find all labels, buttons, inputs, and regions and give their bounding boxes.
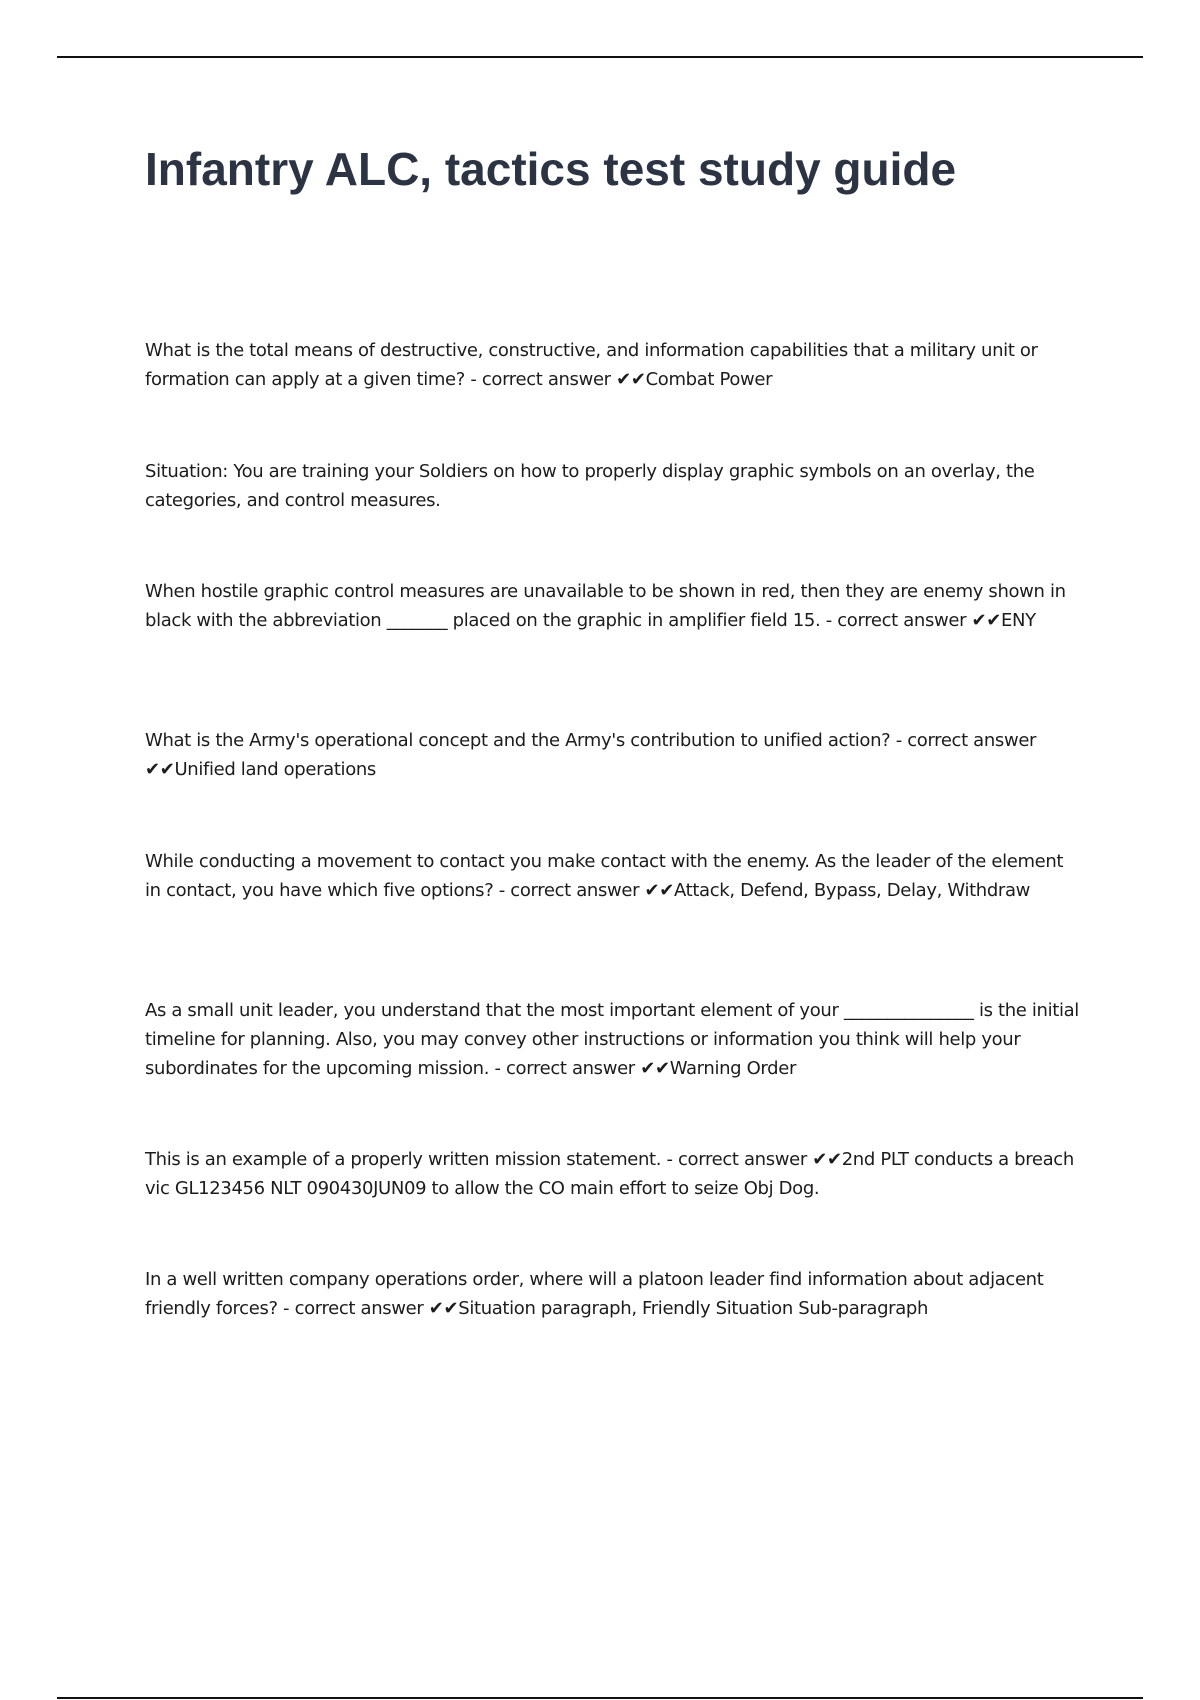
qa-item-unified-land-operations: What is the Army's operational concept and the Army's contribution to unified action? - correct answer ✔✔Unified land operations xyxy=(145,730,1037,780)
qa-item-mission-statement: This is an example of a properly written mission statement. - correct answer ✔✔2nd PLT conducts a breach vic GL123456 NLT 090430JUN09 to allow the CO main effort to seize Obj Dog. xyxy=(145,1149,1074,1199)
qa-item-situation: Situation: You are training your Soldiers on how to properly display graphic symbols on an overlay, the categories, and control measures. xyxy=(145,461,1035,511)
qa-item-eny: When hostile graphic control measures are unavailable to be shown in red, then they are enemy shown in black with the abbreviation _______ placed on the graphic in amplifier field 15. - correct answer ✔✔ENY xyxy=(145,581,1066,631)
document-title: Infantry ALC, tactics test study guide xyxy=(145,143,957,195)
qa-item-five-options: While conducting a movement to contact you make contact with the enemy. As the leader of the element in contact, you have which five options? - correct answer ✔✔Attack, Defend, Bypass, Delay, Withdraw xyxy=(145,851,1064,901)
top-rule xyxy=(57,56,1143,58)
qa-item-warning-order: As a small unit leader, you understand that the most important element of your _______________ is the initial timeline for planning. Also, you may convey other instructions or information you think will help your subordinates for the upcoming mission. - correct answer ✔✔Warning Order xyxy=(145,1000,1079,1079)
bottom-rule xyxy=(57,1697,1143,1699)
qa-item-combat-power: What is the total means of destructive, constructive, and information capabilities that a military unit or formation can apply at a given time? - correct answer ✔✔Combat Power xyxy=(145,340,1038,390)
qa-item-friendly-forces: In a well written company operations order, where will a platoon leader find information about adjacent friendly forces? - correct answer ✔✔Situation paragraph, Friendly Situation Sub-paragraph xyxy=(145,1269,1044,1319)
